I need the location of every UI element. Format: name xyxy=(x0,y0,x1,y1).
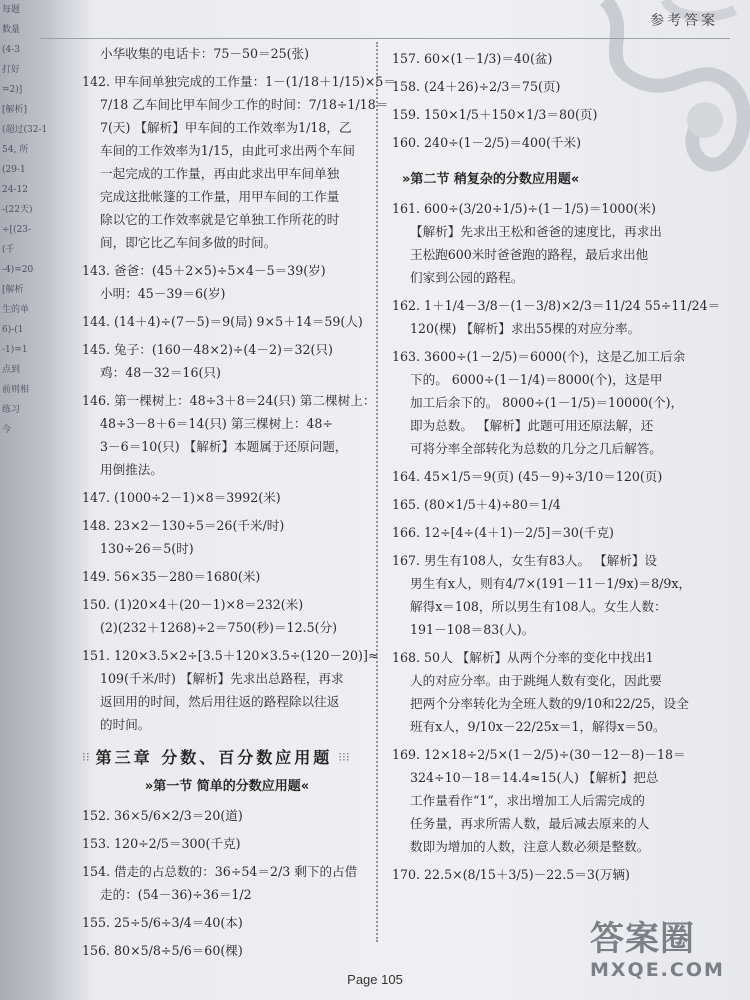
answer-line: 169. 12×18÷2/5×(1－2/5)÷(30－12－8)－18＝ xyxy=(392,747,686,762)
answer-line: 48÷3－8＋6＝14(只) 第三棵树上：48÷ xyxy=(100,416,333,431)
section-heading-2: »第二节 稍复杂的分数应用题« xyxy=(402,172,580,187)
answer-line: 完成这批帐篷的工作量，用甲车间的工作量 xyxy=(100,189,340,204)
answer-line: 班有x人，9/10x－22/25x＝1，解得x＝50。 xyxy=(410,719,666,734)
answer-line: 157. 60×(1－1/3)＝40(盆) xyxy=(392,51,553,66)
answer-line: 151. 120×3.5×2÷[3.5＋120×3.5÷(120－20)]≈ xyxy=(82,648,379,663)
answer-line: 【解析】先求出王松和爸爸的速度比，再求出 xyxy=(410,224,662,239)
header-rule xyxy=(40,38,730,39)
answer-line: 小明：45－39＝6(岁) xyxy=(100,286,226,301)
answer-line: 走的：(54－36)÷36＝1/2 xyxy=(100,887,252,902)
answer-line: 一起完成的工作量，再由此求出甲车间单独 xyxy=(100,166,340,181)
answer-line: 168. 50人 【解析】从两个分率的变化中找出1 xyxy=(392,650,654,665)
answer-line: 167. 男生有108人，女生有83人。 【解析】设 xyxy=(392,553,658,568)
edge-fragment: =2)] xyxy=(2,85,23,95)
answer-line: 的时间。 xyxy=(100,717,151,732)
answer-line: 任务量，再求所需人数，最后减去原来的人 xyxy=(410,816,650,831)
chapter-title: 第三章 分数、百分数应用题 xyxy=(95,748,333,767)
edge-fragment: 生的单 xyxy=(2,305,30,315)
answer-line: 返回用的时间，然后用往返的路程除以往返 xyxy=(100,694,340,709)
answer-line: 161. 600÷(3/20÷1/5)÷(1－1/5)＝1000(米) xyxy=(392,201,656,216)
answer-line: 可将分率全部转化为总数的几分之几后解答。 xyxy=(410,441,662,456)
answer-line: 120(棵) 【解析】求出55棵的对应分率。 xyxy=(410,321,641,336)
answer-line: 143. 爸爸：(45＋2×5)÷5×4－5＝39(岁) xyxy=(82,263,326,278)
watermark-logo xyxy=(590,920,740,992)
edge-fragment: (29-1 xyxy=(2,165,26,175)
answer-line: 下的。 6000÷(1－1/4)＝8000(个)，这是甲 xyxy=(410,372,663,387)
answer-line: 324÷10－18＝14.4≈15(人) 【解析】把总 xyxy=(410,770,659,785)
answer-line: 146. 第一棵树上：48÷3＋8＝24(只) 第二棵树上： xyxy=(82,393,376,408)
edge-fragment: 打好 xyxy=(2,65,21,75)
edge-fragment: -4)=20 xyxy=(2,265,34,275)
answer-line: 工作量看作“1”，求出增加工人后需完成的 xyxy=(410,793,645,808)
answer-line: 160. 240÷(1－2/5)＝400(千米) xyxy=(392,135,581,150)
section-heading-1: »第一节 简单的分数应用题« xyxy=(144,779,310,794)
answer-line: 191－108＝83(人)。 xyxy=(410,622,535,637)
answer-line: 142. 甲车间单独完成的工作量：1－(1/18＋1/15)×5＝ xyxy=(82,74,396,89)
answer-line: 147. (1000÷2－1)×8＝3992(米) xyxy=(82,490,281,505)
answer-line: 152. 36×5/6×2/3＝20(道) xyxy=(82,808,243,823)
edge-fragment: 24-12 xyxy=(2,185,28,195)
answer-line: 154. 借走的占总数的：36÷54＝2/3 剩下的占借 xyxy=(82,864,358,879)
right-column xyxy=(392,42,721,886)
edge-fragment: ÷[(23- xyxy=(2,225,32,235)
edge-fragment: 前则相 xyxy=(2,385,30,395)
answer-line: 3－6＝10(只) 【解析】本题属于还原问题， xyxy=(100,439,348,454)
answer-line: 165. (80×1/5＋4)÷80＝1/4 xyxy=(392,497,561,512)
answer-line: 男生有x人，则有4/7×(191－11－1/9x)＝8/9x， xyxy=(410,576,692,591)
answer-line: 159. 150×1/5＋150×1/3＝80(页) xyxy=(392,107,598,122)
answer-line: 把两个分率转化为全班人数的9/10和22/25，设全 xyxy=(410,696,689,711)
answer-line: 小华收集的电话卡：75－50＝25(张) xyxy=(100,46,310,61)
answer-line: 163. 3600÷(1－2/5)＝6000(个)，这是乙加工后余 xyxy=(392,349,686,364)
edge-fragment: 数量 xyxy=(2,25,21,35)
edge-fragment: 6)-(1 xyxy=(2,325,24,335)
answer-line: 109(千米/时) 【解析】先求出总路程，再求 xyxy=(100,671,344,686)
edge-fragment: (超过(32-1 xyxy=(2,125,48,135)
chapter-dots-right: ⁝⁝⁝ xyxy=(338,750,350,764)
answer-line: 间，即它比乙车间多做的时间。 xyxy=(100,235,277,250)
chapter-heading xyxy=(82,746,372,769)
answer-line: 156. 80×5/8÷5/6＝60(棵) xyxy=(82,943,243,958)
column-divider xyxy=(376,42,378,942)
answer-line: 149. 56×35－280＝1680(米) xyxy=(82,569,261,584)
page-number: Page 105 xyxy=(347,972,403,987)
answer-line: 解得x＝108，所以男生有108人。女生人数： xyxy=(410,599,667,614)
answer-line: 148. 23×2－130÷5＝26(千米/时) xyxy=(82,518,285,533)
answer-line: 们家到公园的路程。 xyxy=(410,270,524,285)
chapter-dots-left: ⁝⁝ xyxy=(82,750,90,764)
answer-line: 即为总数。 【解析】此题可用还原法解，还 xyxy=(410,418,654,433)
answer-line: 170. 22.5×(8/15＋3/5)－22.5＝3(万辆) xyxy=(392,867,630,882)
edge-fragment: 今 xyxy=(2,425,12,435)
answer-line: 7(天) 【解析】甲车间的工作效率为1/18，乙 xyxy=(100,120,352,135)
answer-line: 车间的工作效率为1/15，由此可求出两个车间 xyxy=(100,143,355,158)
edge-fragment: (4-3 xyxy=(2,45,21,55)
answer-line: 162. 1＋1/4－3/8－(1－3/8)×2/3＝11/24 55÷11/24＝ xyxy=(392,298,721,313)
answer-line: 145. 兔子：(160－48×2)÷(4－2)＝32(只) xyxy=(82,342,333,357)
answer-line: 166. 12÷[4÷(4＋1)－2/5]＝30(千克) xyxy=(392,525,614,540)
edge-fragment: 54, 所 xyxy=(2,145,29,155)
watermark-en: MXQE.COM xyxy=(590,959,725,981)
answer-line: 用倒推法。 xyxy=(100,462,163,477)
answer-line: 数即为增加的人数，注意人数必须是整数。 xyxy=(410,839,650,854)
edge-fragment: 练习 xyxy=(2,405,21,415)
answer-line: 鸡：48－32＝16(只) xyxy=(100,365,221,380)
answer-line: 150. (1)20×4＋(20－1)×8＝232(米) xyxy=(82,597,304,612)
answer-line: (2)(232＋1268)÷2＝750(秒)＝12.5(分) xyxy=(100,620,338,635)
left-column xyxy=(82,42,396,962)
answer-line: 除以它的工作效率就是它单独工作所花的时 xyxy=(100,212,340,227)
answer-line: 164. 45×1/5＝9(页) (45－9)÷3/10＝120(页) xyxy=(392,469,663,484)
edge-fragment: 点到 xyxy=(2,365,21,375)
edge-fragment: [解析] xyxy=(2,105,28,115)
page-header-title: 参考答案 xyxy=(650,13,718,29)
answer-line: 7/18 乙车间比甲车间少工作的时间：7/18÷1/18＝ xyxy=(100,97,389,112)
edge-fragment: (千 xyxy=(2,245,15,255)
adjacent-page-edge xyxy=(0,0,52,1000)
edge-fragment: 每题 xyxy=(2,5,21,15)
watermark-cn: 答案圈 xyxy=(590,919,695,959)
answer-line: 158. (24＋26)÷2/3＝75(页) xyxy=(392,79,561,94)
answer-line: 人的对应分率。由于跳绳人数有变化，因此要 xyxy=(410,673,662,688)
edge-fragment: [解析 xyxy=(2,285,24,295)
answer-line: 155. 25÷5/6÷3/4＝40(本) xyxy=(82,915,243,930)
edge-fragment: -(22天) xyxy=(2,205,33,215)
answer-line: 153. 120÷2/5＝300(千克) xyxy=(82,836,241,851)
edge-fragment: -1)=1 xyxy=(2,345,28,355)
answer-line: 王松跑600米时爸爸跑的路程，最后求出他 xyxy=(410,247,649,262)
answer-line: 加工后余下的。 8000÷(1－1/5)＝10000(个)， xyxy=(410,395,684,410)
answer-line: 130÷26＝5(时) xyxy=(100,541,194,556)
answer-line: 144. (14＋4)÷(7－5)＝9(局) 9×5＋14＝59(人) xyxy=(82,314,363,329)
